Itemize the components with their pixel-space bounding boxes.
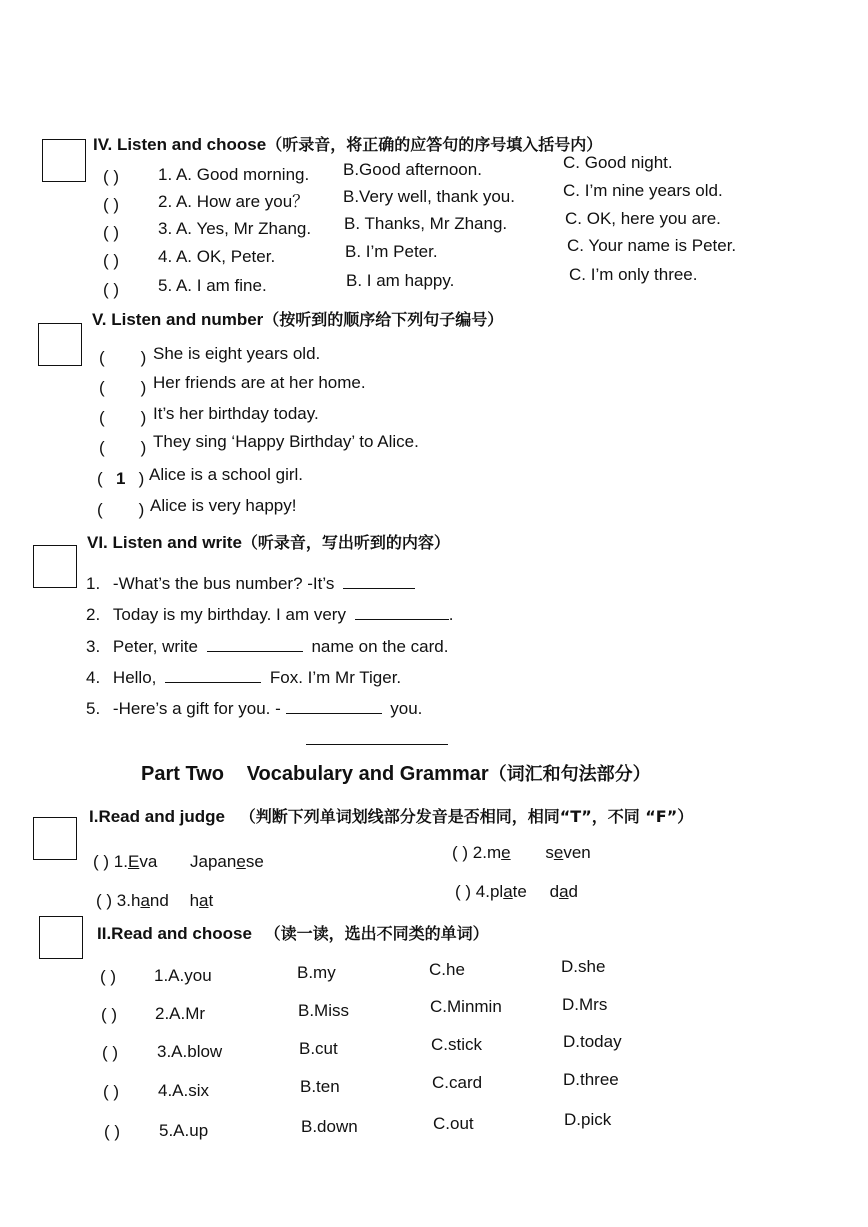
sentence: Alice is a school girl. <box>149 465 304 484</box>
option-b: B. I’m Peter. <box>345 242 438 261</box>
number-paren[interactable] <box>99 348 146 368</box>
answer-paren[interactable]: ( ) <box>96 891 113 910</box>
word-one <box>128 852 157 871</box>
option-b: B.Good afternoon. <box>343 160 482 179</box>
option-c: C.Minmin <box>430 997 502 1016</box>
read-choose-note: （读一读，选出不同类的单词） <box>264 924 489 943</box>
answer-paren[interactable]: ( ) <box>103 280 120 299</box>
section-iv-heading <box>93 135 602 155</box>
option-c: C. I’m only three. <box>569 265 698 284</box>
score-box-vi[interactable] <box>33 545 77 588</box>
sentence-start: -Here’s a gift for you. - <box>112 699 281 718</box>
word-one <box>490 882 527 901</box>
option-c: C.he <box>429 960 465 979</box>
word-two <box>190 852 264 871</box>
answer-paren[interactable]: ( ) <box>103 251 120 270</box>
underlined-letter: a <box>559 882 569 901</box>
sentence-start: -What’s the bus number? -It’s <box>112 574 335 593</box>
answer-paren[interactable]: ( ) <box>452 843 469 862</box>
number-paren[interactable] <box>99 438 146 458</box>
option-b: B.Very well, thank you. <box>343 187 515 206</box>
answer-blank[interactable] <box>355 603 449 620</box>
option-c: C. Your name is Peter. <box>567 236 737 255</box>
option-c: C. Good night. <box>563 153 673 172</box>
item-number: 1. <box>86 574 101 593</box>
underlined-letter: e <box>553 843 564 862</box>
item-number: 4. <box>475 882 490 901</box>
item-number: 3. <box>86 637 101 656</box>
word-part: s <box>545 843 554 862</box>
underlined-letter: e <box>501 843 511 862</box>
number-paren[interactable] <box>99 378 146 398</box>
underlined-letter: e <box>236 852 246 871</box>
judge-item <box>455 882 578 902</box>
answer-paren[interactable]: ( ) <box>93 852 110 871</box>
paren-close: ) <box>138 500 145 519</box>
word-part: h <box>130 891 141 910</box>
option-c: C. OK, here you are. <box>565 209 721 228</box>
word-part: m <box>486 843 502 862</box>
word-part: t <box>208 891 214 910</box>
paren-close: ) <box>140 378 147 397</box>
option-b: B.down <box>301 1117 358 1136</box>
order-mark: 1 <box>115 469 126 488</box>
word-part: te <box>512 882 527 901</box>
option-a: 4. A. OK, Peter. <box>158 247 276 266</box>
item-number: 2. <box>86 605 101 624</box>
paren-open: ( <box>99 348 105 367</box>
option-d: D.she <box>561 957 606 976</box>
option-a: 5.A.up <box>159 1121 209 1140</box>
write-item <box>86 572 415 594</box>
word-part: va <box>139 852 158 871</box>
option-c: C.card <box>432 1073 483 1092</box>
read-judge-note: （判断下列单词划线部分发音是否相同，相同“T”，不同 “F”） <box>239 807 694 826</box>
answer-paren[interactable]: ( ) <box>104 1122 121 1141</box>
word-one <box>131 891 169 910</box>
write-item <box>86 697 422 719</box>
option-d: D.Mrs <box>562 995 608 1014</box>
word-part: d <box>568 882 578 901</box>
section-divider <box>306 744 448 745</box>
item-number: 5. <box>86 699 101 718</box>
word-one <box>487 843 511 862</box>
option-b: B.ten <box>300 1077 340 1096</box>
answer-paren[interactable]: ( ) <box>101 1005 118 1024</box>
paren-close: ) <box>140 438 147 457</box>
part-two-label: Part Two <box>141 763 224 785</box>
option-b: B. Thanks, Mr Zhang. <box>344 214 508 233</box>
option-a: 5. A. I am fine. <box>158 276 267 295</box>
paren-open: ( <box>97 469 103 488</box>
judge-item <box>452 843 591 863</box>
paren-open: ( <box>99 378 105 397</box>
option-a: 3. A. Yes, Mr Zhang. <box>158 219 312 238</box>
answer-blank[interactable] <box>207 635 303 652</box>
read-judge-heading <box>89 807 693 827</box>
option-b: B.cut <box>299 1039 338 1058</box>
option-c: C. I’m nine years old. <box>563 181 723 200</box>
part-two-title: Vocabulary and Grammar <box>246 763 489 785</box>
option-b: B.Miss <box>298 1001 349 1020</box>
number-paren[interactable] <box>97 469 144 489</box>
part-two-heading <box>141 762 651 787</box>
option-a: 3.A.blow <box>157 1042 223 1061</box>
sentence-start: Today is my birthday. I am very <box>112 605 346 624</box>
section-v-note: （按听到的顺序给下列句子编号） <box>263 310 504 329</box>
word-two <box>545 843 590 862</box>
answer-blank[interactable] <box>286 697 382 714</box>
sentence: It’s her birthday today. <box>153 404 319 423</box>
word-part: Japan <box>190 852 237 871</box>
number-paren[interactable] <box>99 408 146 428</box>
word-part: d <box>549 882 560 901</box>
underlined-letter: a <box>199 891 209 910</box>
sentence-start: Peter, write <box>112 637 198 656</box>
section-v-title: V. Listen and number <box>92 310 264 329</box>
answer-paren[interactable]: ( ) <box>103 195 120 214</box>
read-choose-title: II.Read and choose <box>97 924 252 943</box>
paren-open: ( <box>97 500 103 519</box>
answer-blank[interactable] <box>343 572 415 589</box>
answer-paren[interactable]: ( ) <box>103 167 120 186</box>
word-part: nd <box>149 891 169 910</box>
number-paren[interactable] <box>97 500 144 520</box>
sentence-end: Fox. I’m Mr Tiger. <box>269 668 402 687</box>
underlined-letter: a <box>503 882 513 901</box>
item-number: 3. <box>116 891 131 910</box>
write-item <box>86 635 448 657</box>
item-number: 1. <box>113 852 128 871</box>
word-two <box>550 882 578 901</box>
word-part: ven <box>563 843 591 862</box>
section-iv-note: （听录音，将正确的应答句的序号填入括号内） <box>266 135 603 154</box>
item-number: 4. <box>86 668 101 687</box>
sentence: Her friends are at her home. <box>153 373 366 392</box>
sentence-end: you. <box>390 699 423 718</box>
paren-close: ) <box>140 408 147 427</box>
option-c: C.stick <box>431 1035 482 1054</box>
answer-paren[interactable]: ( ) <box>102 1043 119 1062</box>
word-part: pl <box>489 882 504 901</box>
answer-paren[interactable]: ( ) <box>100 967 117 986</box>
judge-item <box>93 852 264 872</box>
section-iv-title: IV. Listen and choose <box>93 135 267 154</box>
option-a: 2.A.Mr <box>155 1004 206 1023</box>
paren-open: ( <box>99 408 105 427</box>
score-box-read-choose[interactable] <box>39 916 83 959</box>
option-a: 1.A.you <box>154 966 212 985</box>
paren-close: ) <box>140 348 147 367</box>
sentence-start: Hello, <box>112 668 157 687</box>
underlined-letter: a <box>140 891 150 910</box>
option-d: D.today <box>563 1032 622 1051</box>
answer-paren[interactable]: ( ) <box>103 1082 120 1101</box>
option-c: C.out <box>433 1114 474 1133</box>
sentence: She is eight years old. <box>153 344 321 363</box>
option-d: D.three <box>563 1070 619 1089</box>
answer-paren[interactable]: ( ) <box>455 882 472 901</box>
option-a: 1. A. Good morning. <box>158 165 310 184</box>
option-a: 4.A.six <box>158 1081 210 1100</box>
section-vi-title: VI. Listen and write <box>87 533 242 552</box>
score-box-iv[interactable] <box>42 139 86 182</box>
sentence: Alice is very happy! <box>150 496 297 515</box>
part-two-note: （词汇和句法部分） <box>488 764 651 785</box>
section-vi-note: （听录音，写出听到的内容） <box>241 533 450 552</box>
read-choose-heading <box>97 924 489 944</box>
answer-paren[interactable]: ( ) <box>103 223 120 242</box>
sentence-end: . <box>448 605 454 624</box>
score-box-v[interactable] <box>38 323 82 366</box>
answer-blank[interactable] <box>165 666 261 683</box>
paren-open: ( <box>99 438 105 457</box>
option-b: B.my <box>297 963 336 982</box>
sentence: They sing ‘Happy Birthday’ to Alice. <box>153 432 419 451</box>
option-b: B. I am happy. <box>346 271 455 290</box>
option-d: D.pick <box>564 1110 612 1129</box>
section-vi-heading <box>87 533 450 553</box>
option-a: 2. A. How are you？ <box>158 192 310 211</box>
section-v-heading <box>92 310 503 330</box>
judge-item <box>96 891 213 911</box>
word-two <box>190 891 214 910</box>
word-part: se <box>245 852 264 871</box>
sentence-end: name on the card. <box>311 637 449 656</box>
paren-close: ) <box>138 469 145 488</box>
word-part: h <box>189 891 200 910</box>
item-number: 2. <box>472 843 487 862</box>
score-box-read-judge[interactable] <box>33 817 77 860</box>
underlined-letter: E <box>127 852 140 871</box>
write-item <box>86 666 401 688</box>
read-judge-title: I.Read and judge <box>89 807 226 826</box>
write-item <box>86 603 453 625</box>
